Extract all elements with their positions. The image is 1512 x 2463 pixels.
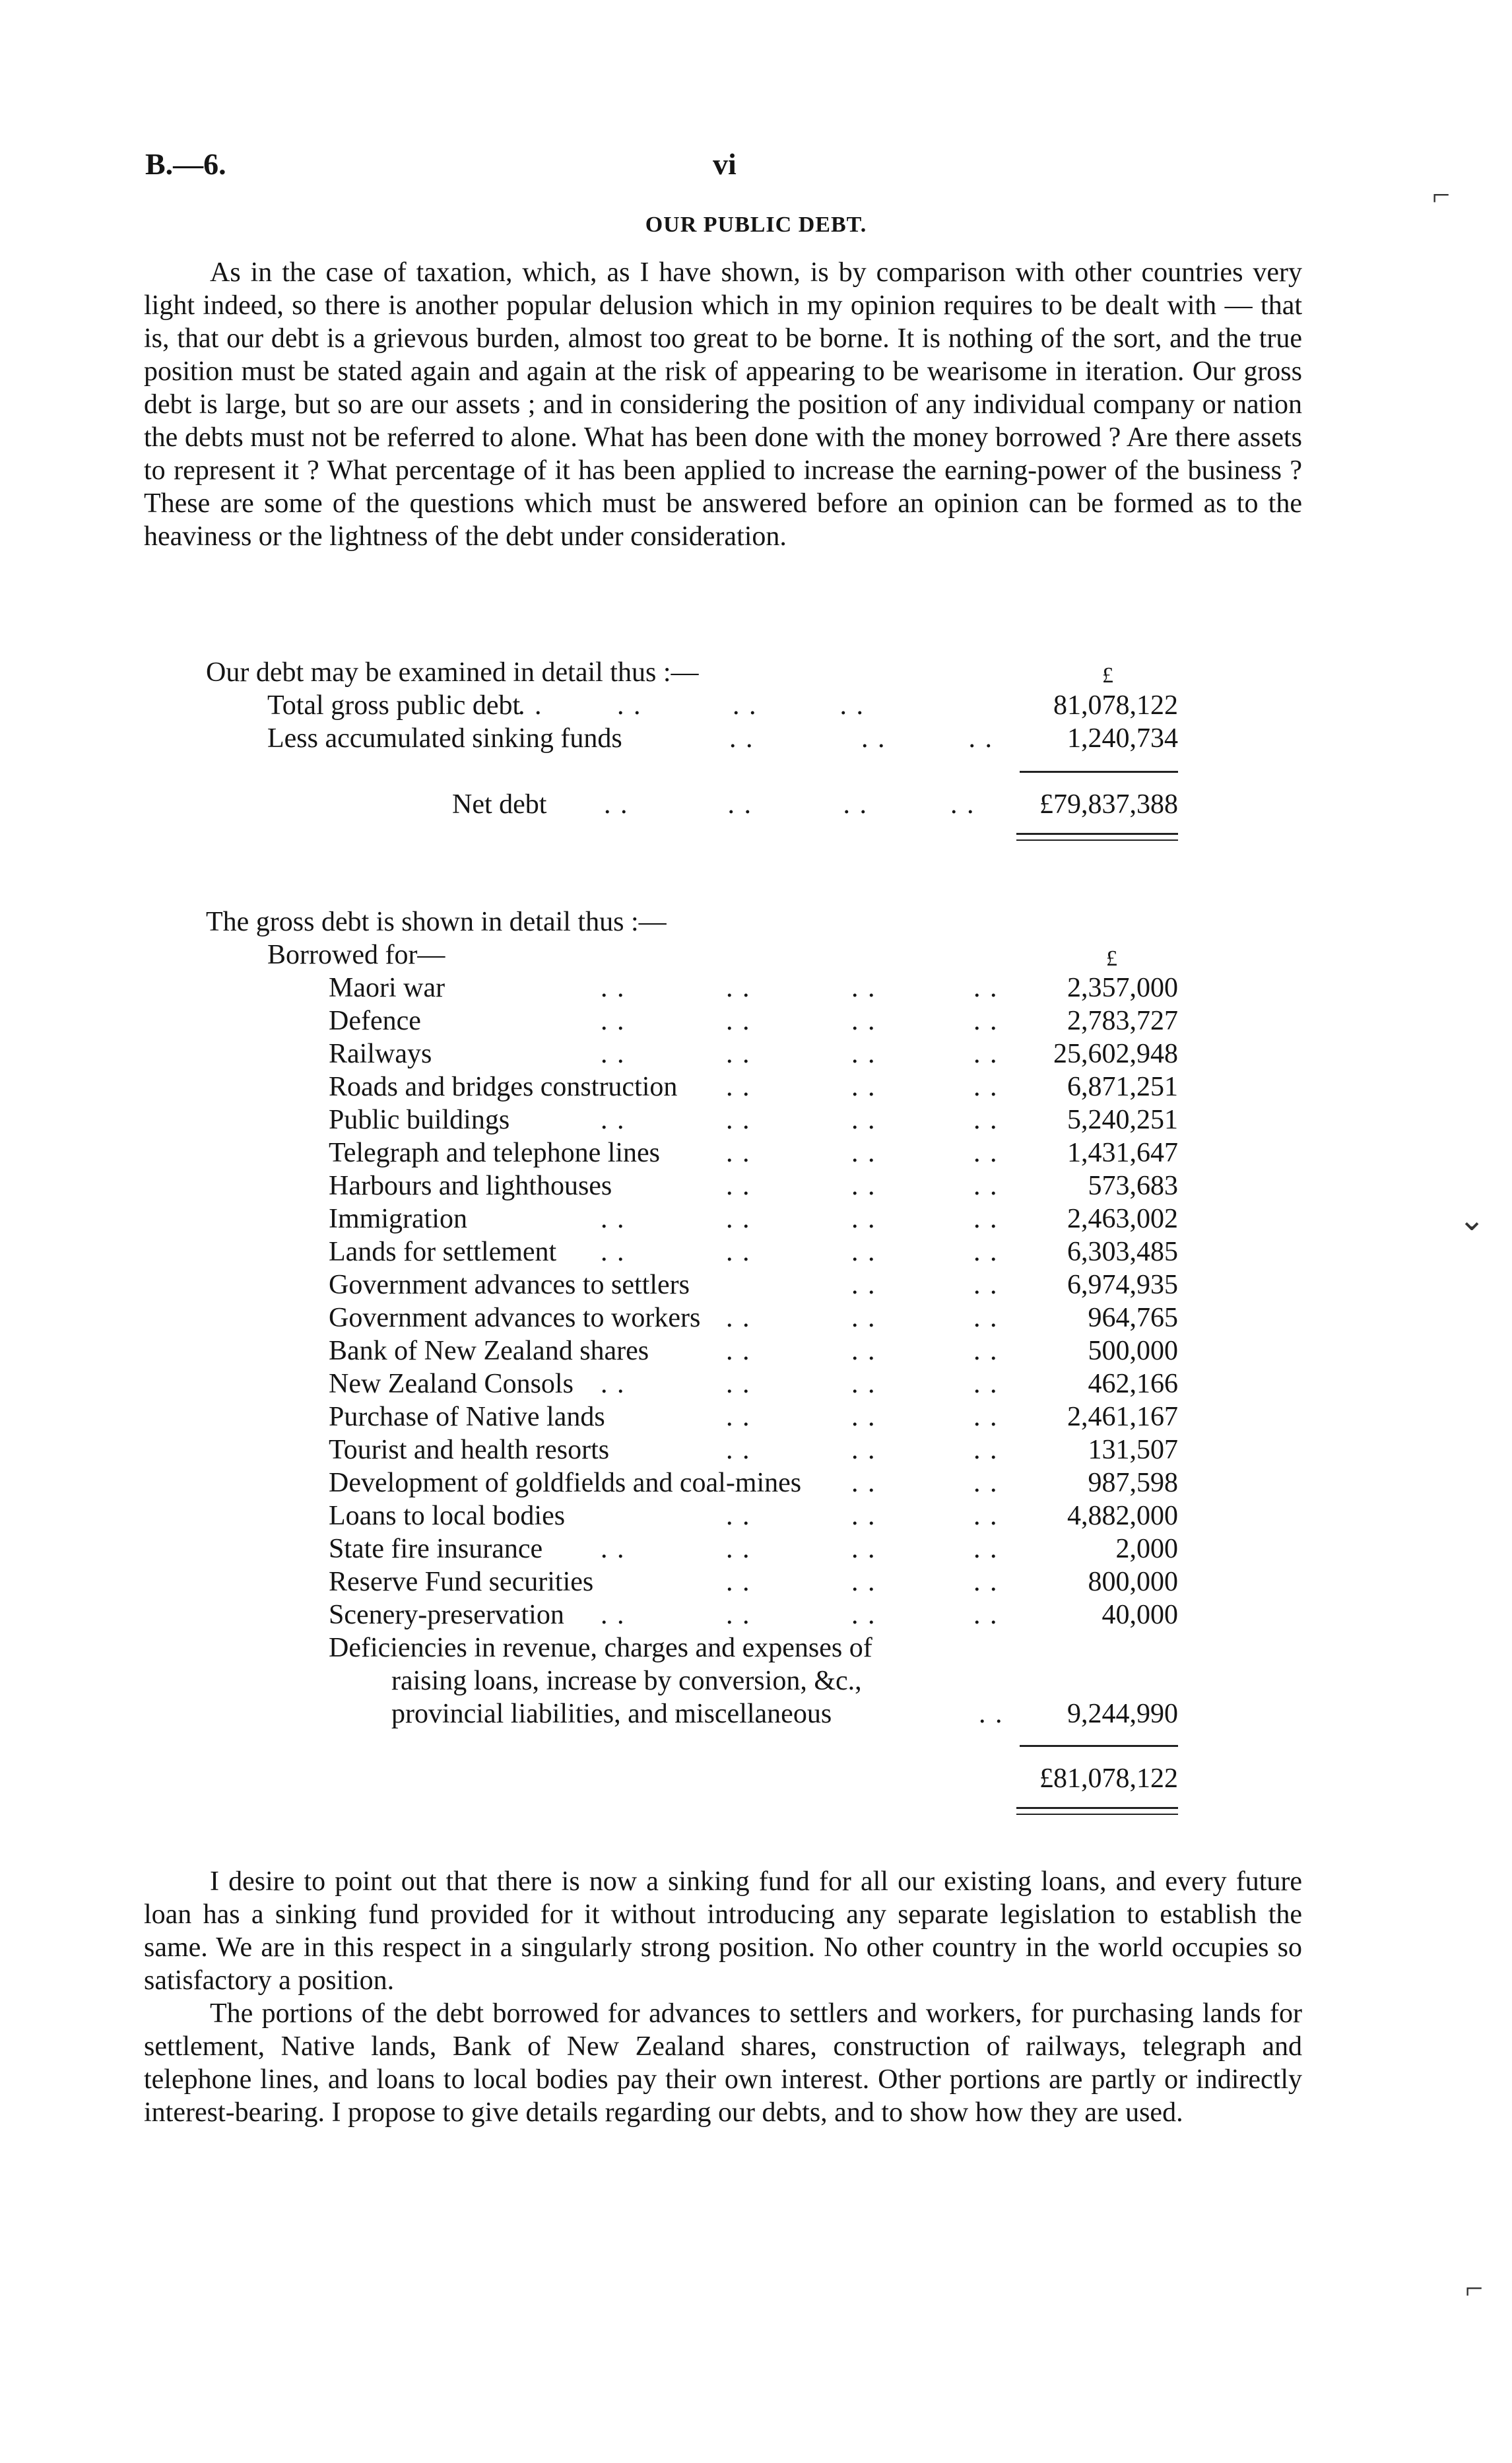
detail-row-label: Loans to local bodies — [329, 1501, 566, 1531]
leader-dots: . . — [851, 1204, 876, 1234]
leader-dots: . . — [851, 1303, 876, 1333]
leader-dots: . . — [601, 1006, 626, 1036]
summary-row-amount: 81,078,122 — [1053, 690, 1178, 721]
leader-dots: . . — [851, 1468, 876, 1498]
leader-dots: . . — [726, 1369, 751, 1399]
detail-row-amount: 4,882,000 — [1067, 1501, 1178, 1531]
leader-dots: . . — [851, 973, 876, 1003]
detail-row-amount: 25,602,948 — [1053, 1039, 1178, 1069]
leader-dots: . . — [973, 1336, 999, 1366]
total-double-rule-top — [1016, 1807, 1178, 1809]
net-debt-label: Net debt — [452, 789, 547, 820]
leader-dots: . . — [726, 1171, 751, 1201]
leader-dots: . . — [851, 1435, 876, 1465]
detail-row — [329, 1433, 1178, 1466]
detail-row-amount: 964,765 — [1088, 1303, 1178, 1333]
leader-dots: . . — [851, 1369, 876, 1399]
leader-dots: . . . . . . . . — [518, 690, 865, 721]
detail-row — [329, 1202, 1178, 1235]
leader-dots: . . — [973, 1303, 999, 1333]
leader-dots: . . — [601, 1105, 626, 1135]
deficiency-amount: 9,244,990 — [1067, 1699, 1178, 1729]
detail-row-label: Maori war — [329, 973, 445, 1003]
leader-dots: . . — [973, 1039, 999, 1069]
detail-row — [329, 1103, 1178, 1136]
leader-dots: . . — [851, 1171, 876, 1201]
detail-row-amount: 987,598 — [1088, 1468, 1178, 1498]
margin-tick-mark: ⌐ — [1465, 2271, 1484, 2306]
detail-row — [329, 1070, 1178, 1103]
leader-dots: . . — [851, 1336, 876, 1366]
detail-row — [329, 971, 1178, 1004]
leader-dots: . . — [726, 1402, 751, 1432]
leader-dots: . . — [601, 973, 626, 1003]
section-title: OUR PUBLIC DEBT. — [645, 213, 867, 237]
detail-row-label: Lands for settlement — [329, 1237, 557, 1267]
detail-row-label: Purchase of Native lands — [329, 1402, 605, 1432]
total-double-rule-bottom — [1016, 1814, 1178, 1815]
leader-dots: . . — [726, 1039, 751, 1069]
detail-row-label: Public buildings — [329, 1105, 510, 1135]
leader-dots: . . — [726, 1006, 751, 1036]
detail-intro: The gross debt is shown in detail thus :— — [206, 907, 667, 937]
net-debt-row — [452, 788, 1178, 821]
detail-row — [329, 1037, 1178, 1070]
leader-dots: . . — [973, 1138, 999, 1168]
leader-dots: . . — [726, 1303, 751, 1333]
leader-dots: . . — [973, 1501, 999, 1531]
closing-paragraph-2: The portions of the debt borrowed for advances to settlers and workers, for purchasing lands for settlement, Native lands, Bank of New Zealand shares, construction of railways, telegraph and telephone lines, and loans to local bodies pay their own interest. Other portions are partly or indirectly interest-bearing. I propose to give details regarding our debts, and to show how they are used. — [144, 1998, 1302, 2128]
deficiency-final-row — [391, 1697, 1178, 1730]
leader-dots: . . — [726, 1567, 751, 1597]
detail-row — [329, 1367, 1178, 1400]
net-double-rule-bottom — [1016, 839, 1178, 841]
leader-dots: . . — [851, 1600, 876, 1630]
leader-dots: . . — [726, 1336, 751, 1366]
detail-row-label: Roads and bridges construction — [329, 1072, 678, 1102]
leader-dots: . . — [973, 973, 999, 1003]
leader-dots: . . — [979, 1699, 1004, 1729]
summary-row-amount: 1,240,734 — [1067, 723, 1178, 754]
leader-dots: . . — [726, 1534, 751, 1564]
leader-dots: . . — [973, 1468, 999, 1498]
leader-dots: . . — [851, 1402, 876, 1432]
detail-row-amount: 2,463,002 — [1067, 1204, 1178, 1234]
page-number: vi — [713, 147, 737, 181]
leader-dots: . . — [726, 1237, 751, 1267]
leader-dots: . . — [973, 1534, 999, 1564]
detail-row-label: Government advances to settlers — [329, 1270, 690, 1300]
leader-dots: . . — [601, 1600, 626, 1630]
leader-dots: . . . . . . — [729, 723, 993, 754]
summary-intro: Our debt may be examined in detail thus :— — [206, 657, 699, 688]
leader-dots: . . — [601, 1204, 626, 1234]
detail-row-label: Bank of New Zealand shares — [329, 1336, 649, 1366]
detail-currency-symbol: £ — [1106, 946, 1117, 971]
leader-dots: . . — [601, 1369, 626, 1399]
detail-row-label: Immigration — [329, 1204, 467, 1234]
leader-dots: . . — [973, 1204, 999, 1234]
detail-row-label: Defence — [329, 1006, 421, 1036]
detail-row — [329, 1532, 1178, 1565]
detail-row-amount: 2,000 — [1115, 1534, 1178, 1564]
detail-row-amount: 5,240,251 — [1067, 1105, 1178, 1135]
leader-dots: . . . . . . . . — [604, 789, 975, 820]
summary-currency-symbol: £ — [1102, 663, 1113, 688]
detail-row-amount: 800,000 — [1088, 1567, 1178, 1597]
detail-row-label: Harbours and lighthouses — [329, 1171, 612, 1201]
leader-dots: . . — [726, 1138, 751, 1168]
leader-dots: . . — [851, 1006, 876, 1036]
leader-dots: . . — [726, 1600, 751, 1630]
closing-paragraphs — [144, 1865, 1302, 2129]
leader-dots: . . — [851, 1567, 876, 1597]
leader-dots: . . — [851, 1501, 876, 1531]
detail-row-amount: 1,431,647 — [1067, 1138, 1178, 1168]
detail-row-label: Development of goldfields and coal-mines — [329, 1468, 802, 1498]
leader-dots: . . — [726, 1105, 751, 1135]
leader-dots: . . — [973, 1171, 999, 1201]
detail-row-label: New Zealand Consols — [329, 1369, 574, 1399]
leader-dots: . . — [973, 1270, 999, 1300]
detail-row-label: Scenery-preservation — [329, 1600, 564, 1630]
leader-dots: . . — [851, 1534, 876, 1564]
detail-row-amount: 2,783,727 — [1067, 1006, 1178, 1036]
leader-dots: . . — [851, 1270, 876, 1300]
deficiency-line-2: raising loans, increase by conversion, &c., — [391, 1666, 862, 1696]
detail-row — [329, 1268, 1178, 1301]
detail-row — [329, 1169, 1178, 1202]
detail-rule — [1020, 1745, 1178, 1747]
leader-dots: . . — [726, 1072, 751, 1102]
detail-row — [329, 1004, 1178, 1037]
deficiency-line-3: provincial liabilities, and miscellaneous — [391, 1699, 832, 1729]
closing-paragraph-1: I desire to point out that there is now a sinking fund for all our existing loans, and every future loan has a sinking fund provided for it without introducing any separate legislation to establish the same. We are in this respect in a singularly strong position. No other country in the world occupies so satisfactory a position. — [144, 1866, 1302, 1996]
leader-dots: . . — [973, 1567, 999, 1597]
detail-row — [329, 1334, 1178, 1367]
document-reference: B.—6. — [145, 147, 226, 181]
detail-row-amount: 40,000 — [1101, 1600, 1178, 1630]
detail-row — [329, 1466, 1178, 1499]
detail-row-amount: 2,461,167 — [1067, 1402, 1178, 1432]
detail-row-amount: 573,683 — [1088, 1171, 1178, 1201]
detail-row-label: Telegraph and telephone lines — [329, 1138, 661, 1168]
detail-total-amount: £81,078,122 — [1039, 1763, 1178, 1794]
leader-dots: . . — [973, 1435, 999, 1465]
leader-dots: . . — [726, 1501, 751, 1531]
detail-row-label: State fire insurance — [329, 1534, 543, 1564]
detail-row — [329, 1598, 1178, 1631]
leader-dots: . . — [601, 1237, 626, 1267]
leader-dots: . . — [973, 1402, 999, 1432]
leader-dots: . . — [726, 1204, 751, 1234]
summary-rule — [1020, 771, 1178, 773]
detail-row-amount: 131,507 — [1088, 1435, 1178, 1465]
net-double-rule-top — [1016, 833, 1178, 835]
detail-total-row — [858, 1762, 1178, 1795]
summary-row-label: Less accumulated sinking funds — [267, 723, 622, 754]
detail-row-label: Reserve Fund securities — [329, 1567, 594, 1597]
detail-row — [329, 1565, 1178, 1598]
detail-row-amount: 6,974,935 — [1067, 1270, 1178, 1300]
margin-tick-mark: ⌄ — [1459, 1202, 1486, 1237]
detail-subhead: Borrowed for— — [267, 940, 445, 970]
net-debt-amount: £79,837,388 — [1039, 789, 1178, 820]
leader-dots: . . — [973, 1600, 999, 1630]
detail-row-amount: 6,871,251 — [1067, 1072, 1178, 1102]
leader-dots: . . — [851, 1138, 876, 1168]
detail-row-label: Tourist and health resorts — [329, 1435, 610, 1465]
leader-dots: . . — [973, 1237, 999, 1267]
margin-tick-mark: ⌐ — [1432, 178, 1451, 213]
leader-dots: . . — [851, 1039, 876, 1069]
summary-row — [267, 722, 1178, 755]
detail-row-amount: 500,000 — [1088, 1336, 1178, 1366]
detail-row — [329, 1400, 1178, 1433]
detail-row — [329, 1136, 1178, 1169]
detail-row-label: Government advances to workers — [329, 1303, 701, 1333]
detail-row-amount: 2,357,000 — [1067, 973, 1178, 1003]
leader-dots: . . — [601, 1039, 626, 1069]
leader-dots: . . — [973, 1006, 999, 1036]
detail-row-amount: 6,303,485 — [1067, 1237, 1178, 1267]
leader-dots: . . — [973, 1369, 999, 1399]
leader-dots: . . — [973, 1105, 999, 1135]
leader-dots: . . — [726, 1435, 751, 1465]
leader-dots: . . — [851, 1105, 876, 1135]
intro-paragraph-text: As in the case of taxation, which, as I have shown, is by comparison with other countries very light indeed, so there is another popular delusion which in my opinion requires to be dealt with — that is, that our debt is a grievous burden, almost too great to be borne. It is nothing of the sort, and the true position must be stated again and again at the risk of appearing to be wearisome in iteration. Our gross debt is large, but so are our assets ; and in considering the position of any individual company or nation the debts must not be referred to alone. What has been done with the money borrowed ? Are there assets to represent it ? What percentage of it has been applied to increase the earning-power of the business ? These are some of the questions which must be answered before an opinion can be formed as to the heaviness or the lightness of the debt under consideration. — [144, 257, 1302, 552]
detail-row — [329, 1499, 1178, 1532]
leader-dots: . . — [726, 973, 751, 1003]
leader-dots: . . — [601, 1534, 626, 1564]
detail-row-amount: 462,166 — [1088, 1369, 1178, 1399]
summary-row-label: Total gross public debt — [267, 690, 521, 721]
detail-row — [329, 1235, 1178, 1268]
detail-row-label: Railways — [329, 1039, 432, 1069]
intro-paragraph — [144, 256, 1302, 553]
leader-dots: . . — [851, 1237, 876, 1267]
leader-dots: . . — [973, 1072, 999, 1102]
deficiency-line-1: Deficiencies in revenue, charges and expenses of — [329, 1633, 872, 1663]
detail-row — [329, 1301, 1178, 1334]
summary-row — [267, 689, 1178, 722]
leader-dots: . . — [851, 1072, 876, 1102]
